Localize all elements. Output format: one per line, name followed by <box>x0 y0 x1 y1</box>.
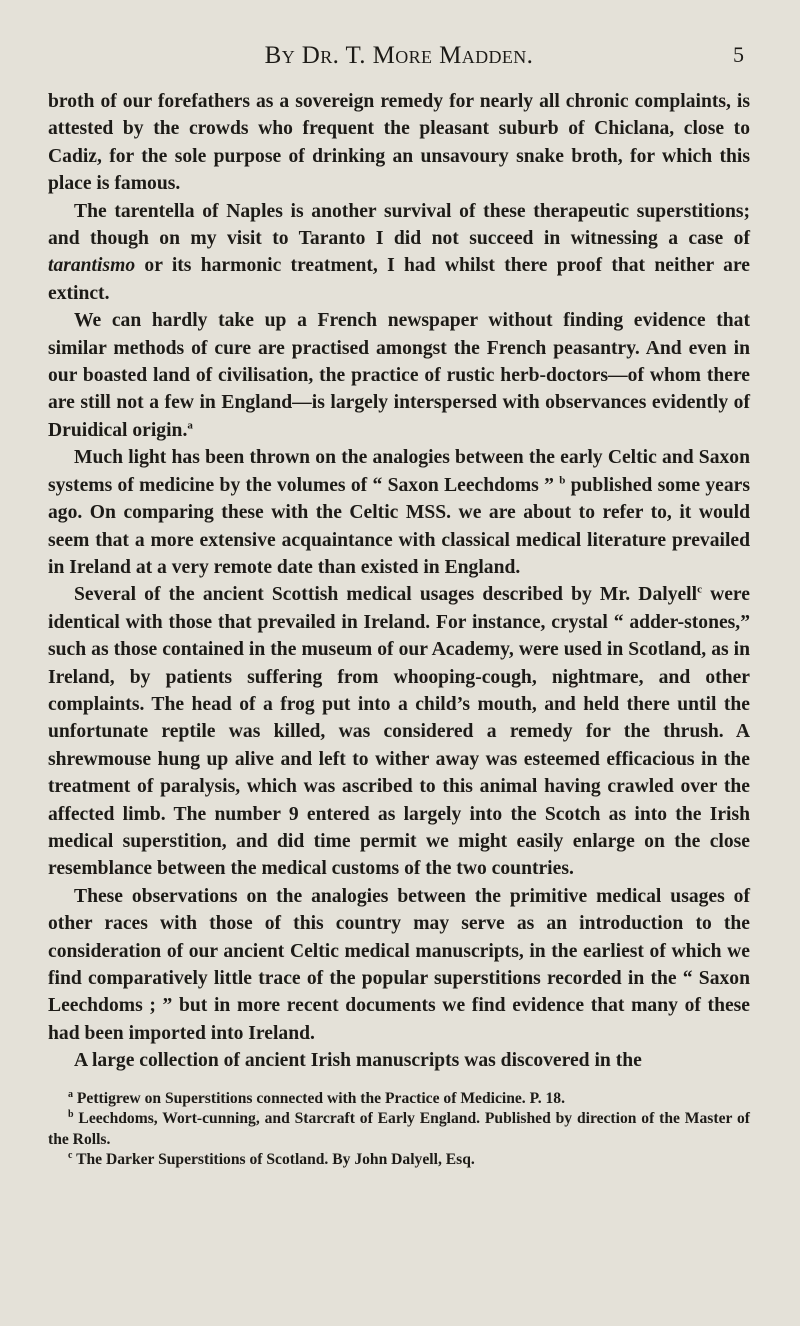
footnote-mark: b <box>68 1108 74 1120</box>
page-number: 5 <box>733 42 744 67</box>
paragraph <box>48 1047 750 1074</box>
text-run: We can hardly take up a French newspaper without finding evidence that similar methods of cure are practised amongst the French peasantry. And even in our boasted land of civilisation, the practice of rustic herb-doctors—of whom there are still not a few in England—is largely interspersed with observances evidently of Druidical origin. <box>48 310 750 441</box>
text-run: were identical with those that prevailed in Ireland. For instance, crystal “ adder-stones,” such as those contained in the museum of our Academy, were used in Scotland, as in Ireland, by patients suffering from whooping-cough, nightmare, and other complaints. The head of a frog put into a child’s mouth, and held there until the unfortunate reptile was killed, was considered a remedy for the thrush. A shrewmouse hung up alive and left to wither away was esteemed efficacious in the treatment of paralysis, which was ascribed to this animal having crawled over the affected limb. The number 9 entered as largely into the Scotch as into the Irish medical superstition, and did time permit we might easily enlarge on the close resemblance between the medical customs of the two countries. <box>48 584 750 880</box>
footnote-text: Leechdoms, Wort-cunning, and Starcraft of Early England. Published by direction of the Master of the Rolls. <box>48 1110 750 1148</box>
footnote <box>48 1089 750 1110</box>
text-run: Much light has been thrown on the analogies between the early Celtic and Saxon systems of medicine by the volumes of “ Saxon Leechdoms ” <box>48 447 750 496</box>
text-run: broth of our forefathers as a sovereign remedy for nearly all chronic complaints, is attested by the crowds who frequent the pleasant suburb of Chiclana, close to Cadiz, for the sole purpose of drinking an unsavoury snake broth, for which this place is famous. <box>48 91 750 195</box>
paragraph <box>48 307 750 444</box>
running-title: By Dr. T. More Madden. <box>264 42 534 69</box>
paragraph <box>48 88 750 198</box>
footnote-ref: a <box>187 419 193 432</box>
paragraph <box>48 581 750 882</box>
text-run: published some years ago. On comparing these with the Celtic MSS. we are about to refer to, it would seem that a more extensive acquaintance with classical medical literature prevailed in Ireland at a very remote date than existed in England. <box>48 474 750 578</box>
paragraph <box>48 198 750 308</box>
paragraph <box>48 883 750 1047</box>
body-text <box>48 88 750 1075</box>
footnote-mark: c <box>68 1149 73 1161</box>
footnote-ref: c <box>697 583 702 596</box>
footnotes <box>48 1089 750 1171</box>
footnote <box>48 1109 750 1150</box>
footnote-mark: a <box>68 1088 73 1100</box>
text-run: The tarentella of Naples is another survival of these therapeutic superstitions; and though on my visit to Taranto I did not succeed in witnessing a case of <box>48 200 750 250</box>
text-run: A large collection of ancient Irish manuscripts was discovered in the <box>74 1050 642 1072</box>
italic-term: tarantismo <box>48 255 136 277</box>
text-run: or its harmonic treatment, I had whilst there proof that neither are extinct. <box>48 255 750 304</box>
footnote-text: Pettigrew on Superstitions connected with the Practice of Medicine. P. 18. <box>73 1089 565 1107</box>
text-run: These observations on the analogies between the primitive medical usages of other races with those of this country may serve as an introduction to the consideration of our ancient Celtic medical manuscripts, in the earliest of which we find comparatively little trace of the popular superstitions recorded in the “ Saxon Leechdoms ; ” but in more recent documents we find evidence that many of these had been imported into Ireland. <box>48 885 750 1044</box>
paragraph <box>48 444 750 581</box>
footnote-ref: b <box>559 474 566 487</box>
footnote-text: The Darker Superstitions of Scotland. By John Dalyell, Esq. <box>72 1151 475 1169</box>
page-header <box>48 36 750 80</box>
footnote <box>48 1150 750 1171</box>
text-run: Several of the ancient Scottish medical usages described by Mr. Dalyell <box>74 584 698 606</box>
